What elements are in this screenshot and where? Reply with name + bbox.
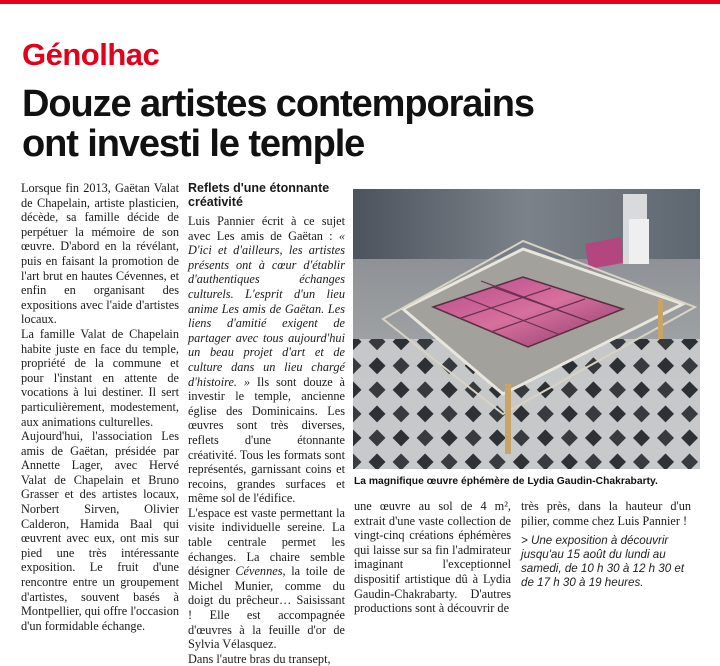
section-kicker: Génolhac — [22, 37, 160, 72]
exhibition-info: > Une exposition à découvrir jusqu'au 15 août du lundi au samedi, de 10 h 30 à 12 h 30 et de 17 h 30 à 19 heures. — [521, 534, 685, 590]
paragraph: Dans l'autre bras du transept, — [188, 651, 331, 666]
pull-quote: « D'ici et d'ailleurs, les artistes présents ont à cœur d'établir d'authentiques échanges culturels. L'esprit d'un lieu anime Les amis de Gaëtan. Les liens d'amitié exigent de partager avec tous aujourd'hui un beau projet d'art et de culture dans un lieu chargé d'histoire. » — [188, 228, 345, 389]
article-column-4 — [521, 499, 691, 590]
text-run: L'espace est vaste permettant la visite individuelle sereine. La table centrale permet les échanges. La chaire semble désigner — [188, 505, 345, 579]
photo-illustration — [353, 189, 700, 469]
article-column-1 — [21, 181, 179, 633]
top-accent-bar — [0, 0, 720, 4]
photo-caption: La magnifique œuvre éphémère de Lydia Gaudin-Chakrabarty. — [354, 476, 658, 487]
article-subhead: Reflets d'une étonnante créativité — [188, 181, 330, 209]
paragraph: très près, dans la hauteur d'un pilier, comme chez Luis Pannier ! — [521, 499, 691, 528]
text-run: Luis Pannier écrit à ce sujet avec Les amis de Gaëtan : — [188, 214, 345, 243]
article-column-2 — [188, 181, 345, 666]
paragraph — [188, 214, 345, 506]
headline-line-2: ont investi le temple — [22, 123, 365, 165]
article-column-3 — [354, 499, 511, 616]
headline-line-1: Douze artistes contemporains — [22, 83, 534, 125]
text-run: , la toile de Michel Munier, comme du doigt du prêcheur… Saisissant ! Elle est accompagnée d'œuvres à la feuille d'or de Sylvia Vélasquez. — [188, 564, 345, 652]
paragraph: une œuvre au sol de 4 m², extrait d'une vaste collection de vingt-cinq créations éphémères qui laisse sur sa fin l'admirateur imaginant l'exceptionnel dispositif artistique dû à Lydia Gaudin-Chakrabarty. D'autres productions sont à découvrir de — [354, 499, 511, 616]
article-headline — [22, 84, 712, 164]
paragraph: Aujourd'hui, l'association Les amis de Gaëtan, présidée par Annette Lager, avec Hervé Valat de Chapelain et Bruno Grasser et des artistes locaux, Norbert Sirven, Olivier Calderon, Hamida Baal qui œuvrent avec eux, ont mis sur pied une très intéressante exposition. Le fruit d'une rencontre entre un groupement d'artistes, souvent basés à Montpellier, qui offre l'occasion d'un formidable échange. — [21, 429, 179, 633]
paragraph: Lorsque fin 2013, Gaëtan Valat de Chapelain, artiste plasticien, décède, sa famille décide de perpétuer la mémoire de son œuvre. D'abord en la révélant, puis en faisant la promotion de l'art brut en hautes Cévennes, et enfin en organisant des expositions avec l'aide d'artistes locaux. — [21, 181, 179, 327]
text-run: Ils sont douze à investir le temple, ancienne église des Dominicains. Les œuvres sont très diverses, reflets d'une étonnante créativité. Tous les formats sont représentés, garnissant coins et recoins, grandes surfaces et même sol de l'édifice. — [188, 374, 345, 506]
paragraph: La famille Valat de Chapelain habite juste en face du temple, propriété de la commune et pour l'instant en attente de vocations à lui destiner. Il sert particulièrement, modestement, aux animations culturelles. — [21, 326, 179, 429]
paragraph — [188, 506, 345, 652]
artwork-title: Cévennes — [235, 564, 283, 579]
floor-artwork-photo — [353, 189, 700, 469]
